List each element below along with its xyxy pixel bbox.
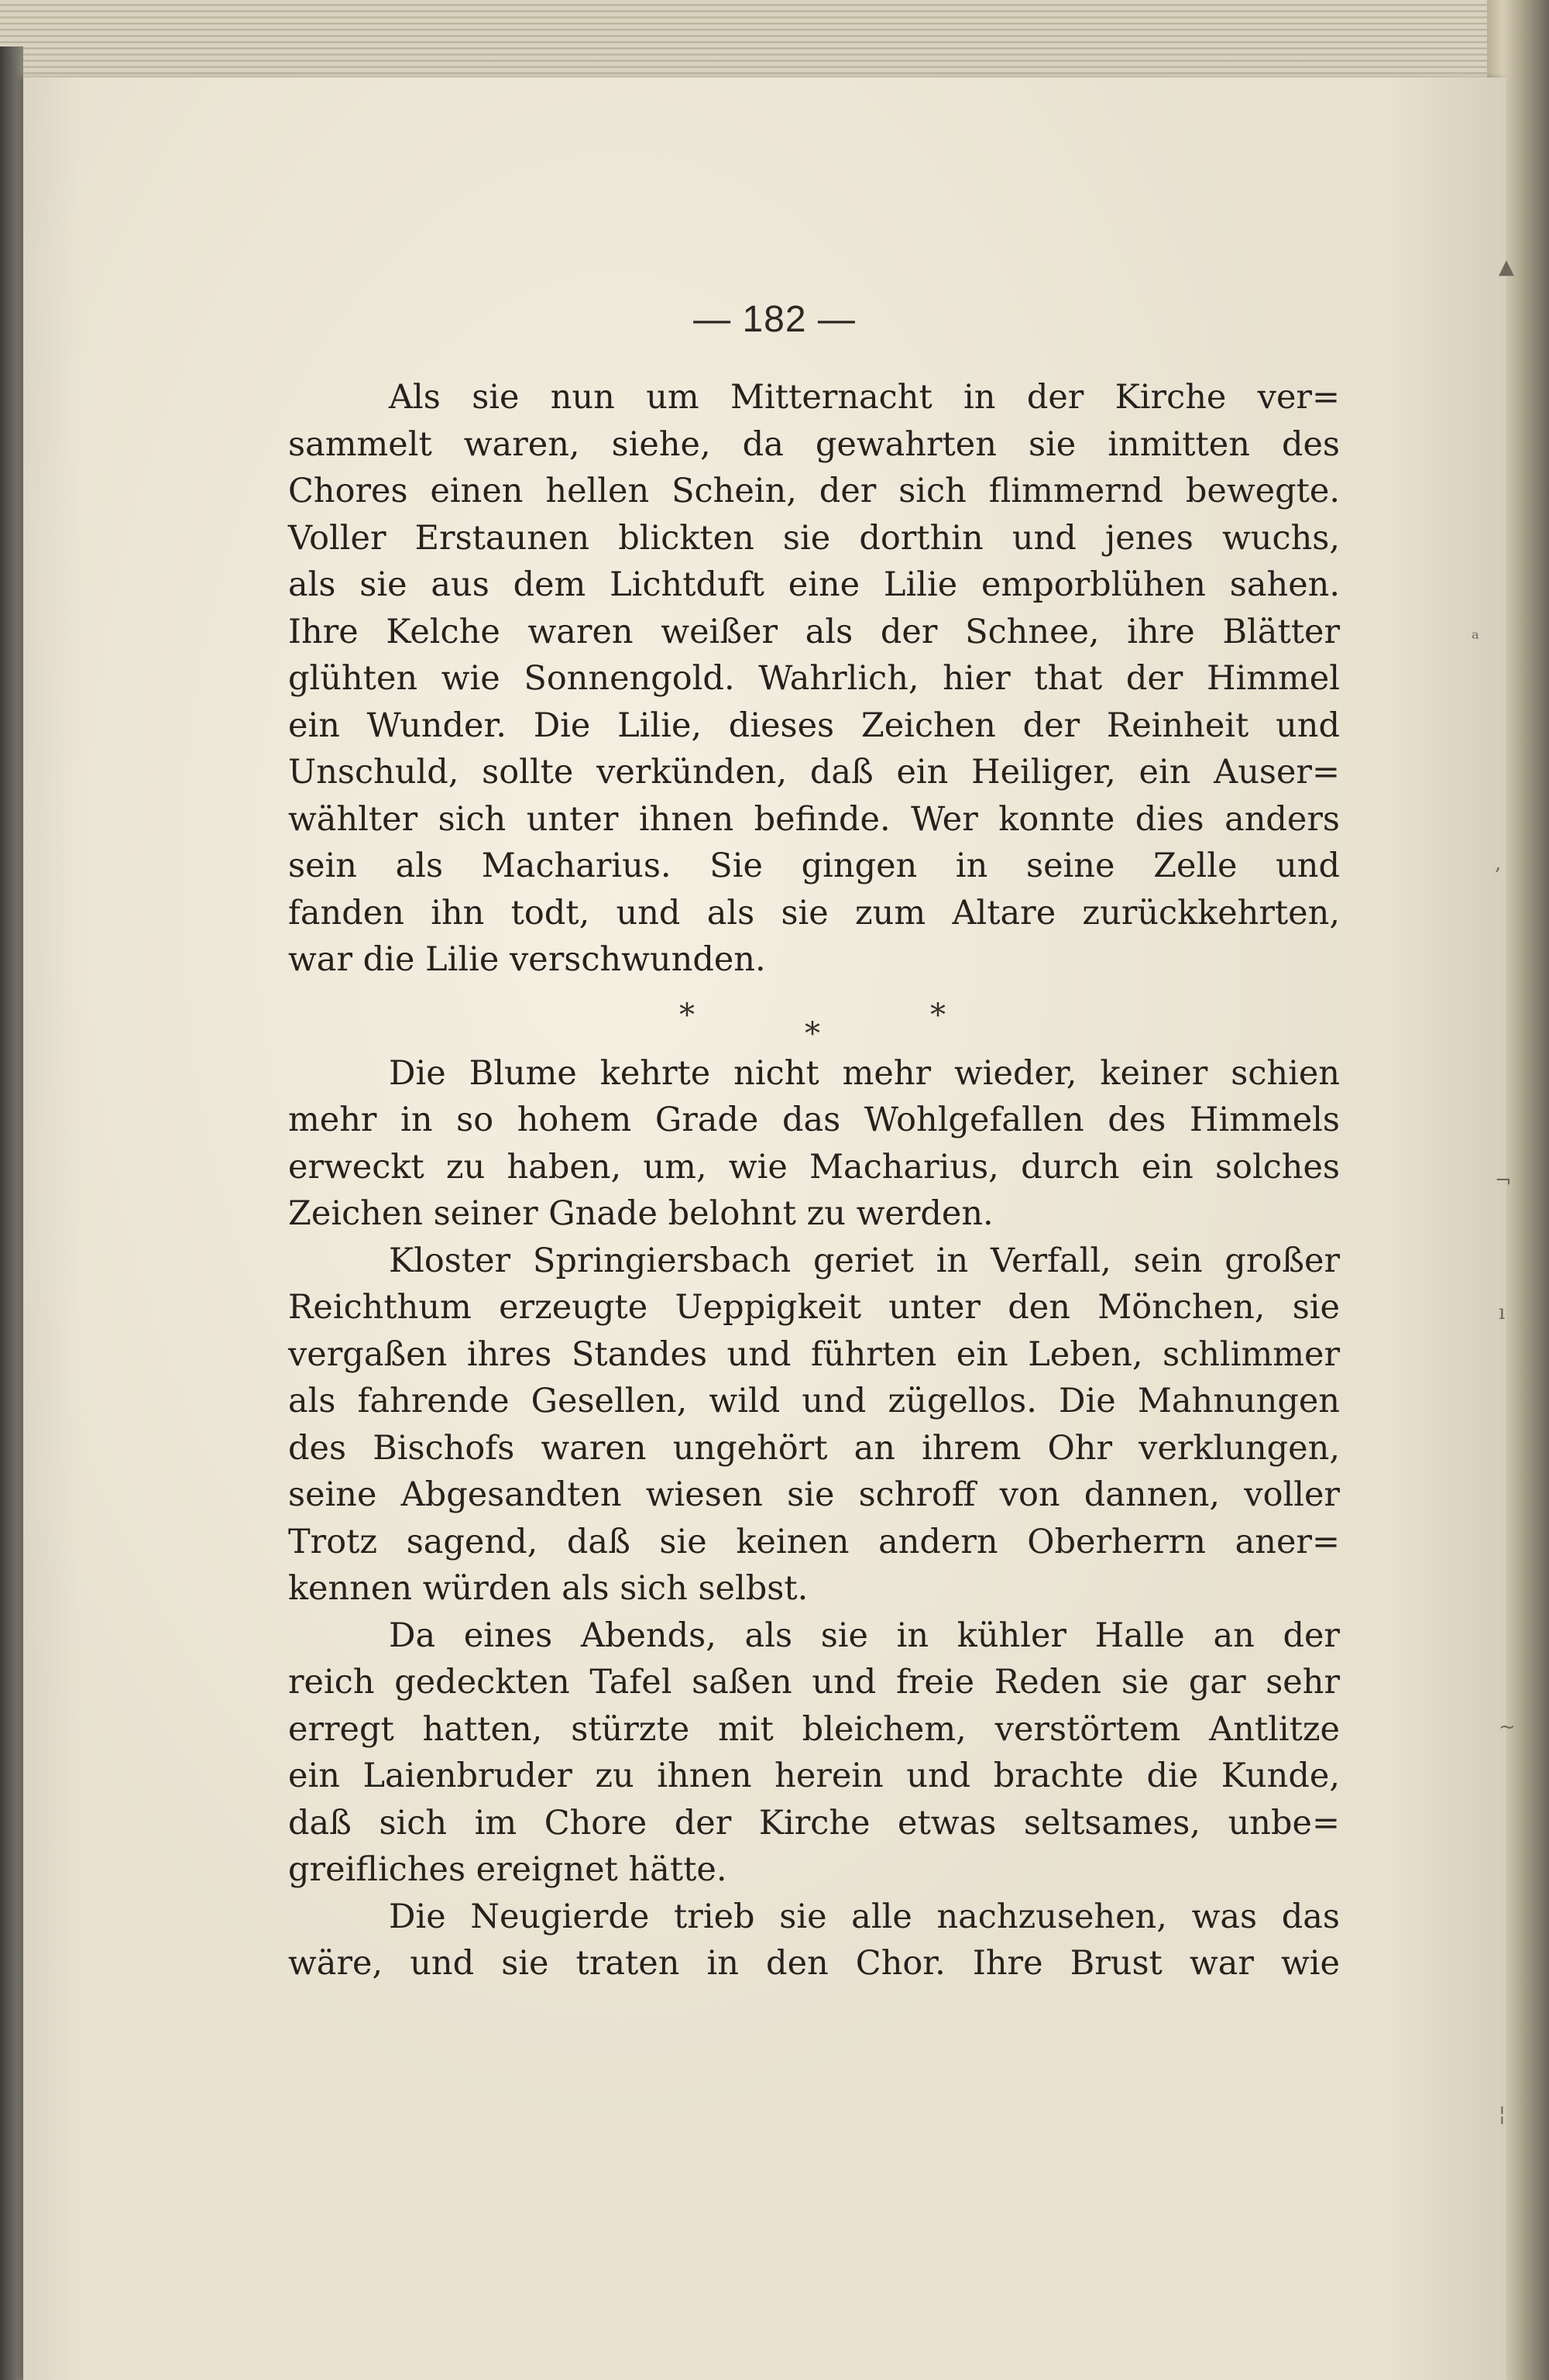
text-line: reich gedeckten Tafel saßen und freie Reden sie gar sehr xyxy=(288,1663,1340,1702)
text-line: sammelt waren, siehe, da gewahrten sie inmitten des xyxy=(288,424,1340,464)
text-line: Chores einen hellen Schein, der sich flimmernd bewegte. xyxy=(288,472,1340,510)
text-line: Da eines Abends, als sie in kühler Halle an der xyxy=(389,1616,1340,1655)
asterisk: * xyxy=(930,997,946,1033)
text-line: des Bischofs waren ungehört an ihrem Ohr verklungen, xyxy=(288,1428,1340,1468)
text-line: Kloster Springiersbach geriet in Verfall, sein großer xyxy=(389,1241,1340,1280)
text-line: seine Abgesandten wiesen sie schroff von dannen, voller xyxy=(288,1475,1340,1514)
text-line: wäre, und sie traten in den Chor. Ihre Brust war wie xyxy=(288,1944,1340,1983)
text-line: fanden ihn todt, und als sie zum Altare zurückkehrten, xyxy=(288,893,1340,932)
margin-mark: ▲ xyxy=(1499,256,1514,279)
margin-mark: ¬ xyxy=(1495,1169,1512,1193)
text-line: greifliches ereignet hätte. xyxy=(288,1850,727,1889)
text-line: als sie aus dem Lichtduft eine Lilie emporblühen sahen. xyxy=(288,565,1340,604)
text-line: glühten wie Sonnengold. Wahrlich, hier that der Himmel xyxy=(288,659,1340,698)
text-line: Die Neugierde trieb sie alle nachzusehen, was das xyxy=(389,1897,1340,1936)
page-number: — 182 — xyxy=(693,299,856,340)
text-line: ein Wunder. Die Lilie, dieses Zeichen der Reinheit und xyxy=(288,706,1340,745)
text-line: erweckt zu haben, um, wie Macharius, durch ein solches xyxy=(288,1147,1340,1187)
margin-mark: ~ xyxy=(1499,1715,1516,1739)
text-line: Trotz sagend, daß sie keinen andern Oberherrn aner= xyxy=(288,1522,1340,1561)
text-line: mehr in so hohem Grade das Wohlgefallen des Himmels xyxy=(288,1101,1340,1139)
book-gutter xyxy=(0,46,23,2380)
text-line: war die Lilie verschwunden. xyxy=(288,940,766,979)
paragraph xyxy=(288,1612,1340,1894)
text-line: Unschuld, sollte verkünden, daß ein Heiliger, ein Auser= xyxy=(288,753,1340,792)
text-line: Zeichen seiner Gnade belohnt zu werden. xyxy=(288,1194,994,1233)
text-line: Ihre Kelche waren weißer als der Schnee, ihre Blätter xyxy=(288,612,1340,651)
margin-mark: ᵃ xyxy=(1472,627,1480,651)
text-line: Die Blume kehrte nicht mehr wieder, keiner schien xyxy=(389,1053,1340,1093)
text-line: sein als Macharius. Sie gingen in seine Zelle und xyxy=(288,847,1340,885)
text-line: kennen würden als sich selbst. xyxy=(288,1569,809,1608)
margin-mark: , xyxy=(1495,852,1502,875)
asterisk: * xyxy=(679,997,695,1033)
text-line: vergaßen ihres Standes und führten ein Leben, schlimmer xyxy=(288,1334,1340,1374)
paragraph xyxy=(288,1050,1340,1238)
text-line: wählter sich unter ihnen befinde. Wer konnte dies anders xyxy=(288,799,1340,839)
text-line: erregt hatten, stürzte mit bleichem, verstörtem Antlitze xyxy=(288,1709,1340,1749)
text-line: ein Laienbruder zu ihnen herein und brachte die Kunde, xyxy=(288,1757,1340,1795)
text-line: daß sich im Chore der Kirche etwas seltsames, unbe= xyxy=(288,1803,1340,1843)
paragraph xyxy=(288,1238,1340,1612)
paragraph xyxy=(288,374,1340,984)
paragraph xyxy=(288,1894,1340,1987)
margin-mark: ¦ xyxy=(1499,2103,1506,2126)
section-separator xyxy=(288,984,1340,1050)
text-line: als fahrende Gesellen, wild und zügellos. Die Mahnungen xyxy=(288,1382,1340,1420)
body-text xyxy=(288,374,1340,1987)
text-line: Voller Erstaunen blickten sie dorthin und jenes wuchs, xyxy=(288,518,1340,558)
text-line: Reichthum erzeugte Ueppigkeit unter den Mönchen, sie xyxy=(288,1288,1340,1327)
margin-mark: ı xyxy=(1499,1301,1506,1324)
asterisk: * xyxy=(805,1015,820,1052)
text-line: Als sie nun um Mitternacht in der Kirche ver= xyxy=(389,378,1340,417)
